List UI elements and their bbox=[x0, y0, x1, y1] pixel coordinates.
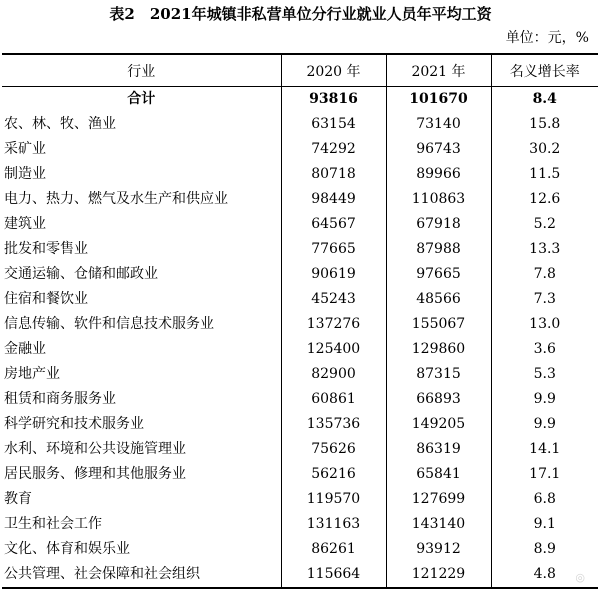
table-row bbox=[2, 562, 598, 588]
table-row bbox=[2, 437, 598, 462]
industry-name: 公共管理、社会保障和社会组织 bbox=[2, 562, 281, 588]
total-name: 合计 bbox=[127, 91, 156, 107]
growth-rate: 13.0 bbox=[491, 312, 598, 337]
table-row bbox=[2, 462, 598, 487]
value-2020: 82900 bbox=[281, 362, 386, 387]
value-2021: 96743 bbox=[386, 137, 491, 162]
table-row bbox=[2, 387, 598, 412]
industry-name: 教育 bbox=[4, 491, 32, 507]
value-2021: 87315 bbox=[386, 362, 491, 387]
value-2021: 73140 bbox=[386, 112, 491, 137]
growth-rate: 17.1 bbox=[491, 462, 598, 487]
header-row bbox=[2, 54, 598, 87]
table-row bbox=[2, 312, 598, 337]
industry-name: 租赁和商务服务业 bbox=[4, 391, 116, 407]
table-title: 表2 2021年城镇非私营单位分行业就业人员年平均工资 bbox=[109, 5, 492, 23]
wage-table bbox=[2, 53, 598, 589]
value-2021: 65841 bbox=[386, 462, 491, 487]
value-2021: 87988 bbox=[386, 237, 491, 262]
value-2020: 86261 bbox=[281, 537, 386, 562]
value-2021: 129860 bbox=[386, 337, 491, 362]
industry-name: 金融业 bbox=[4, 341, 46, 357]
industry-name: 信息传输、软件和信息技术服务业 bbox=[4, 316, 214, 332]
value-2020: 60861 bbox=[281, 387, 386, 412]
table-row bbox=[2, 112, 598, 137]
table-row bbox=[2, 262, 598, 287]
value-2020: 115664 bbox=[281, 562, 386, 588]
total-row bbox=[2, 87, 598, 113]
table-row bbox=[2, 287, 598, 312]
value-2021: 143140 bbox=[386, 512, 491, 537]
table-row bbox=[2, 237, 598, 262]
growth-rate: 9.9 bbox=[491, 387, 598, 412]
value-2020: 125400 bbox=[281, 337, 386, 362]
growth-rate: 14.1 bbox=[491, 437, 598, 462]
value-2021: 149205 bbox=[386, 412, 491, 437]
growth-rate: 12.6 bbox=[491, 187, 598, 212]
growth-rate: 9.1 bbox=[491, 512, 598, 537]
value-2020: 90619 bbox=[281, 262, 386, 287]
growth-rate: 13.3 bbox=[491, 237, 598, 262]
value-2020: 119570 bbox=[281, 487, 386, 512]
header-industry: 行业 bbox=[2, 54, 281, 87]
growth-rate: 15.8 bbox=[491, 112, 598, 137]
value-2021: 48566 bbox=[386, 287, 491, 312]
value-2021: 86319 bbox=[386, 437, 491, 462]
industry-name: 采矿业 bbox=[4, 141, 46, 157]
growth-rate: 6.8 bbox=[491, 487, 598, 512]
table-row bbox=[2, 337, 598, 362]
value-2021: 67918 bbox=[386, 212, 491, 237]
growth-rate: 5.2 bbox=[491, 212, 598, 237]
table-row bbox=[2, 537, 598, 562]
table-row bbox=[2, 487, 598, 512]
value-2020: 98449 bbox=[281, 187, 386, 212]
industry-name: 文化、体育和娱乐业 bbox=[4, 541, 130, 557]
total-growth: 8.4 bbox=[491, 87, 598, 113]
growth-rate: 5.3 bbox=[491, 362, 598, 387]
header-2020: 2020 年 bbox=[281, 54, 386, 87]
industry-name: 住宿和餐饮业 bbox=[4, 291, 88, 307]
watermark: ◎ bbox=[575, 571, 585, 584]
growth-rate: 9.9 bbox=[491, 412, 598, 437]
growth-rate: 7.3 bbox=[491, 287, 598, 312]
value-2021: 66893 bbox=[386, 387, 491, 412]
value-2020: 80718 bbox=[281, 162, 386, 187]
table-row bbox=[2, 187, 598, 212]
value-2020: 135736 bbox=[281, 412, 386, 437]
value-2021: 97665 bbox=[386, 262, 491, 287]
table-row bbox=[2, 137, 598, 162]
industry-name: 交通运输、仓储和邮政业 bbox=[4, 266, 158, 282]
value-2021: 155067 bbox=[386, 312, 491, 337]
industry-name: 批发和零售业 bbox=[4, 241, 88, 257]
growth-rate: 7.8 bbox=[491, 262, 598, 287]
table-row bbox=[2, 512, 598, 537]
value-2021: 127699 bbox=[386, 487, 491, 512]
value-2021: 89966 bbox=[386, 162, 491, 187]
value-2020: 75626 bbox=[281, 437, 386, 462]
header-growth: 名义增长率 bbox=[491, 54, 598, 87]
total-2020: 93816 bbox=[281, 87, 386, 113]
value-2021: 93912 bbox=[386, 537, 491, 562]
growth-rate: 8.9 bbox=[491, 537, 598, 562]
table-row bbox=[2, 362, 598, 387]
value-2020: 56216 bbox=[281, 462, 386, 487]
table-row bbox=[2, 412, 598, 437]
value-2020: 74292 bbox=[281, 137, 386, 162]
industry-name: 电力、热力、燃气及水生产和供应业 bbox=[4, 191, 228, 207]
growth-rate: 11.5 bbox=[491, 162, 598, 187]
table-row bbox=[2, 162, 598, 187]
value-2020: 64567 bbox=[281, 212, 386, 237]
industry-name: 建筑业 bbox=[4, 216, 46, 232]
growth-rate: 30.2 bbox=[491, 137, 598, 162]
industry-name: 房地产业 bbox=[4, 366, 60, 382]
industry-name: 卫生和社会工作 bbox=[4, 516, 102, 532]
value-2021: 110863 bbox=[386, 187, 491, 212]
unit-label: 单位：元，% bbox=[505, 30, 589, 46]
industry-name: 农、林、牧、渔业 bbox=[4, 116, 116, 132]
value-2020: 63154 bbox=[281, 112, 386, 137]
value-2020: 137276 bbox=[281, 312, 386, 337]
industry-name: 制造业 bbox=[4, 166, 46, 182]
value-2021: 121229 bbox=[386, 562, 491, 588]
value-2020: 45243 bbox=[281, 287, 386, 312]
industry-name: 居民服务、修理和其他服务业 bbox=[4, 466, 186, 482]
table-row bbox=[2, 212, 598, 237]
growth-rate: 4.8 bbox=[491, 562, 598, 588]
header-2021: 2021 年 bbox=[386, 54, 491, 87]
industry-name: 水利、环境和公共设施管理业 bbox=[4, 441, 186, 457]
industry-name: 科学研究和技术服务业 bbox=[4, 416, 144, 432]
value-2020: 131163 bbox=[281, 512, 386, 537]
value-2020: 77665 bbox=[281, 237, 386, 262]
total-2021: 101670 bbox=[386, 87, 491, 113]
growth-rate: 3.6 bbox=[491, 337, 598, 362]
